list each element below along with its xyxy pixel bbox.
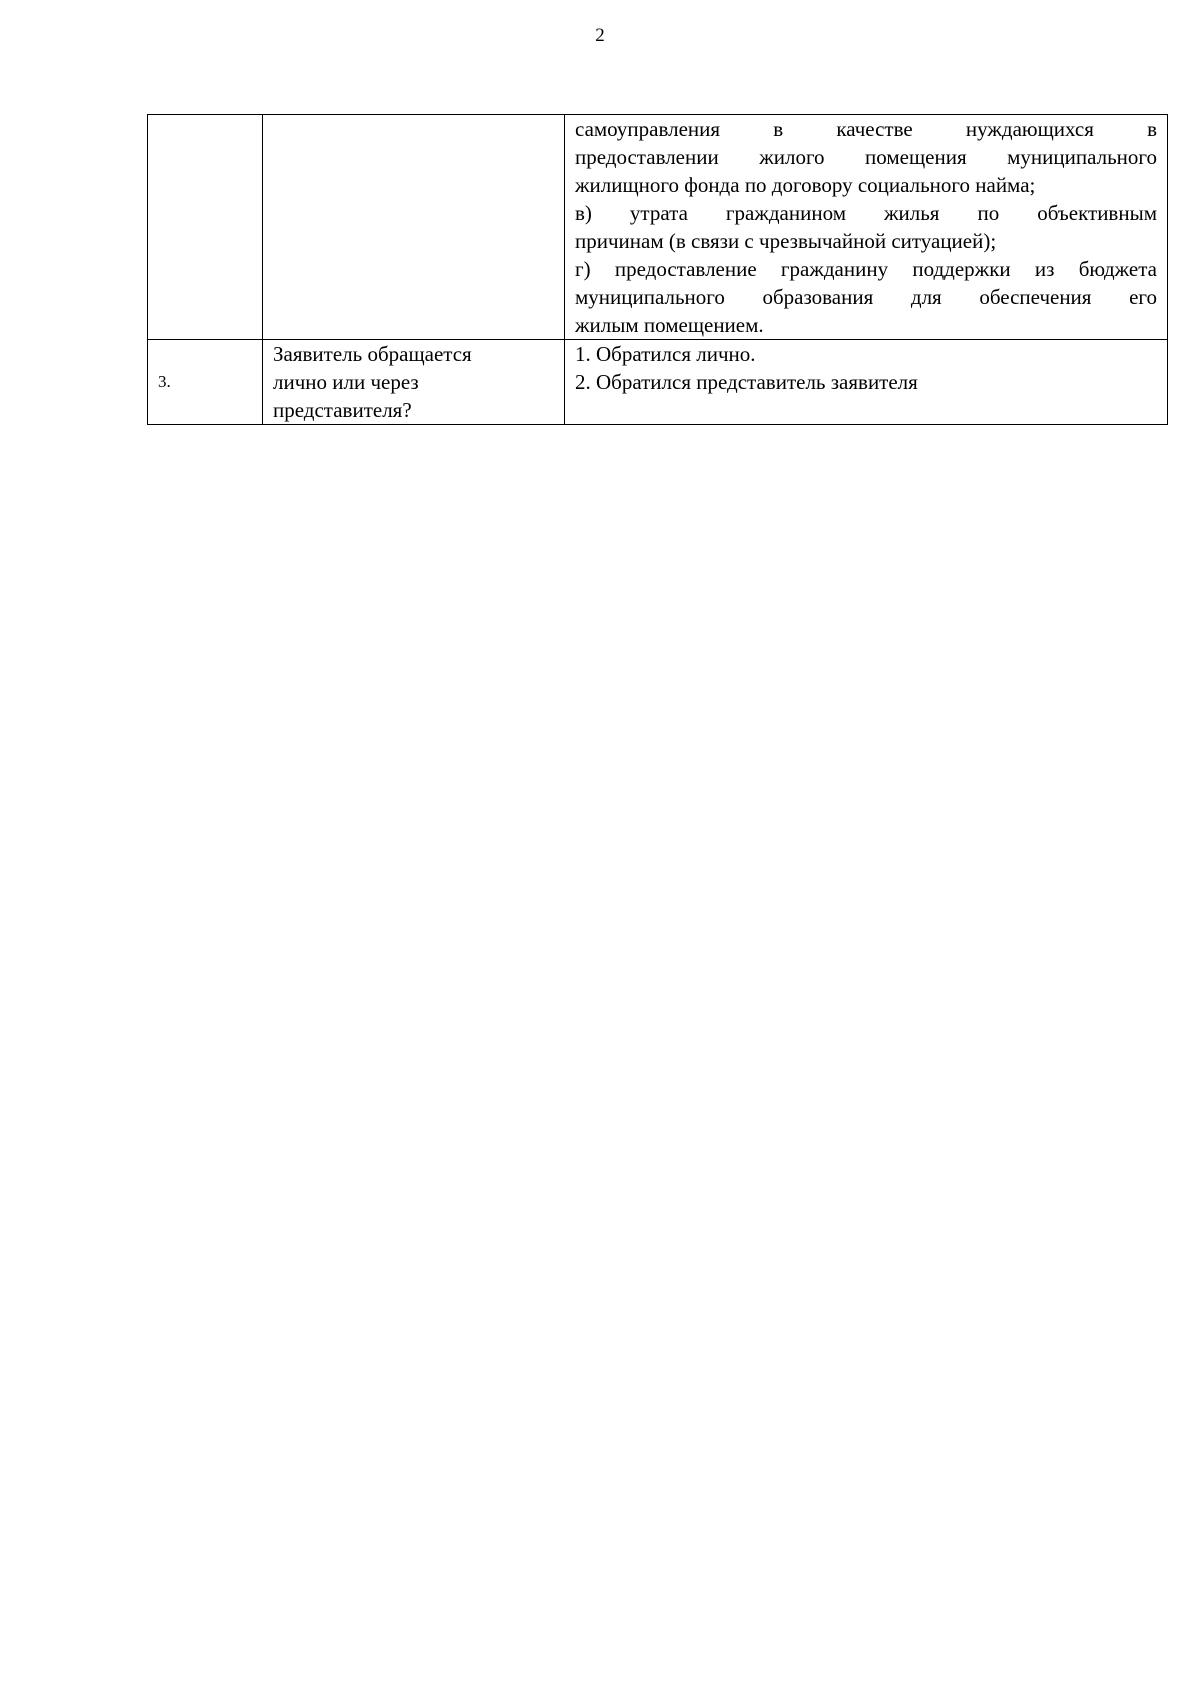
row-number-cell [148, 115, 263, 340]
answer-line: в) утрата гражданином жилья по объективным [575, 201, 1157, 225]
row-number-cell: 3. [148, 340, 263, 425]
table-row [148, 340, 1168, 425]
answer-cell [565, 115, 1168, 340]
answer-line: 1. Обратился лично. [575, 342, 756, 366]
answer-line: предоставлении жилого помещения муниципального [575, 145, 1157, 169]
answer-line: г) предоставление гражданину поддержки из бюджета [575, 257, 1157, 281]
answer-line: жилищного фонда по договору социального найма; [575, 173, 1036, 197]
answer-cell [565, 340, 1168, 425]
answer-line: жилым помещением. [575, 313, 764, 337]
answer-line: муниципального образования для обеспечения его [575, 285, 1157, 309]
question-line: Заявитель обращается [273, 342, 472, 366]
answer-line: 2. Обратился представитель заявителя [575, 370, 918, 394]
answer-line: причинам (в связи с чрезвычайной ситуацией); [575, 229, 997, 253]
question-cell [263, 340, 565, 425]
question-line: представителя? [273, 398, 412, 422]
question-line: лично или через [273, 370, 419, 394]
answer-line: самоуправления в качестве нуждающихся в [575, 117, 1157, 141]
table-row [148, 115, 1168, 340]
page-number: 2 [595, 25, 605, 46]
conditions-table [147, 114, 1168, 425]
question-cell [263, 115, 565, 340]
